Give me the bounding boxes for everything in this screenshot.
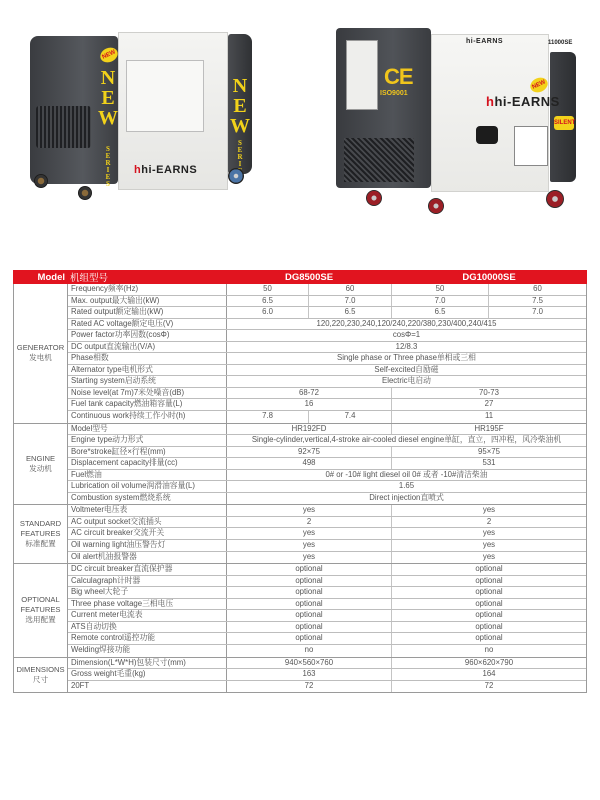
caster-wheel [546, 190, 564, 208]
caster-wheel [366, 190, 382, 206]
cell-value: 70-73 [391, 388, 586, 399]
cell-value: 92×75 [298, 446, 320, 456]
group-label-en: OPTIONAL [21, 595, 60, 605]
table-row [68, 342, 586, 354]
new-text-left: N E W [98, 67, 118, 129]
cell-value: yes [391, 552, 586, 564]
cell-value: 12/8.3 [395, 341, 418, 351]
row-label: Three phase voltage三相电压 [68, 599, 227, 610]
cell-value: optional [391, 610, 586, 621]
cell-value: 7.4 [308, 411, 391, 423]
product-photos [0, 0, 600, 240]
table-row [68, 528, 586, 540]
group-label-en: DIMENSIONS [16, 664, 65, 674]
table-row [68, 564, 586, 576]
table-row [68, 376, 586, 388]
cell-value: 7.5 [488, 296, 586, 307]
cell-value: Electric电启动 [382, 376, 431, 386]
row-label: AC output socket交流插头 [68, 517, 227, 528]
row-label: Noise level(at 7m)7米处噪音(dB) [68, 388, 227, 399]
cell-value: cosΦ=1 [392, 330, 421, 340]
table-row [68, 505, 586, 517]
cell-value: 6.5 [262, 295, 273, 305]
row-label: Bore*stroke缸径×行程(mm) [68, 447, 227, 458]
row-label: Alternator type电机形式 [68, 365, 227, 376]
spec-groups [13, 284, 587, 693]
cell-value: 7.0 [308, 296, 391, 307]
row-label: Gross weight毛重(kg) [68, 669, 227, 680]
row-label: DC circuit breaker直流保护器 [68, 564, 227, 575]
cell-value: optional [391, 599, 586, 610]
row-label: Model型号 [68, 424, 227, 435]
row-label: Power factor功率因数(cosΦ) [68, 330, 227, 341]
spec-group-optional-features [13, 564, 587, 657]
cell-value: 163 [302, 669, 316, 679]
table-row [68, 540, 586, 552]
row-label: Displacement capacity排量(cc) [68, 458, 227, 469]
cell-value: yes [391, 528, 586, 539]
table-row [68, 411, 586, 423]
row-label: Fuel tank capacity燃油箱容量(L) [68, 399, 227, 410]
model-header-en: Model [37, 271, 65, 283]
cell-value: 16 [304, 399, 314, 409]
cell-value: 60 [488, 284, 586, 295]
cell-value: 72 [391, 681, 586, 693]
control-panel [126, 60, 204, 132]
table-row [68, 576, 586, 588]
table-row [68, 447, 586, 459]
cell-value: 7.8 [262, 411, 273, 421]
cell-value: 6.5 [308, 307, 391, 318]
cell-value: 164 [391, 669, 586, 680]
cell-value: yes [302, 528, 316, 538]
table-row [68, 517, 586, 529]
cell-value: 7.0 [488, 307, 586, 318]
group-label-cn: 选用配置 [25, 615, 56, 625]
row-label: Phase相数 [68, 353, 227, 364]
spec-table [13, 270, 587, 693]
cell-value: optional [295, 621, 323, 631]
cell-value: 6.5 [391, 307, 488, 318]
cell-value: 95×75 [391, 447, 586, 458]
door-handle [476, 126, 498, 144]
caster-wheel [428, 198, 444, 214]
cell-value: optional [391, 622, 586, 633]
table-row [68, 435, 586, 447]
cell-value: Single-cylinder,vertical,4-stroke air-cooled diesel engine单缸，直立，四冲程，风冷柴油机 [251, 435, 562, 445]
table-row [68, 330, 586, 342]
new-text-right: N E W [230, 75, 250, 137]
table-row [68, 669, 586, 681]
table-row [68, 681, 586, 693]
table-row [68, 481, 586, 493]
group-label-en: ENGINE [25, 453, 56, 463]
cell-value: optional [295, 587, 323, 597]
cell-value: 2 [306, 516, 312, 526]
brand-logo: hhi-EARNS [134, 164, 198, 176]
row-label: Big wheel大轮子 [68, 587, 227, 598]
cell-value: 940×560×760 [284, 657, 334, 667]
series-text-right: S E R I [237, 139, 243, 168]
group-label-cn: 发电机 [29, 353, 52, 363]
silent-badge: SILENT [554, 116, 574, 130]
cell-value: optional [391, 564, 586, 575]
cell-value: 1.65 [398, 481, 415, 491]
row-label: DC output直流输出(V/A) [68, 342, 227, 353]
table-row [68, 353, 586, 365]
group-label [14, 505, 68, 563]
table-row [68, 633, 586, 645]
generator-image-dg8500se [30, 28, 252, 198]
cell-value: HR192FD [291, 423, 327, 433]
cell-value: optional [295, 564, 323, 574]
generator-image-dg10000se [336, 26, 576, 208]
model-name-dg8500se: DG8500SE [284, 271, 334, 283]
cell-value: optional [295, 598, 323, 608]
cell-value: optional [391, 587, 586, 598]
cell-value: 50 [391, 284, 488, 295]
cell-value: 27 [391, 399, 586, 410]
control-panel [346, 40, 378, 110]
row-label: Remote control遥控功能 [68, 633, 227, 644]
table-row [68, 388, 586, 400]
cell-value: yes [391, 540, 586, 551]
table-row [68, 424, 586, 436]
group-label-en: FEATURES [20, 529, 61, 539]
table-row [68, 552, 586, 564]
table-row [68, 645, 586, 657]
cell-value: 72 [304, 680, 314, 690]
caster-wheel [34, 174, 48, 188]
brand-logo: hhi-EARNS [486, 94, 560, 109]
table-row [68, 458, 586, 470]
row-label: Voltmeter电压表 [68, 505, 227, 516]
table-row [68, 622, 586, 634]
group-label-en: GENERATOR [16, 343, 65, 353]
table-header [13, 270, 587, 284]
group-label-cn: 发动机 [29, 463, 52, 473]
cell-value: Direct injection直喷式 [369, 492, 444, 502]
group-label [14, 658, 68, 693]
cell-value: yes [391, 505, 586, 516]
table-row [68, 284, 586, 296]
cell-value: Single phase or Three phase单相或三相 [337, 353, 476, 363]
row-label: Oil warning light油压警告灯 [68, 540, 227, 551]
cell-value: 120,220,230,240,120/240,220/380,230/400,240/415 [316, 318, 497, 328]
big-wheel [228, 168, 244, 184]
vent-grille [344, 138, 414, 182]
series-text-left: S E R I E S [105, 145, 111, 188]
table-row [68, 493, 586, 505]
group-label [14, 284, 68, 423]
model-name-dg10000se: DG10000SE [462, 271, 516, 283]
caster-wheel [78, 186, 92, 200]
cell-value: optional [295, 575, 323, 585]
row-label: Engine type动力形式 [68, 435, 227, 446]
cell-value: yes [302, 505, 316, 515]
ce-mark: CE [384, 64, 413, 89]
group-label [14, 564, 68, 656]
table-row [68, 365, 586, 377]
row-label: Rated output额定输出(kW) [68, 307, 227, 318]
cell-value: yes [302, 540, 316, 550]
cell-value: 2 [391, 517, 586, 528]
row-label: AC circuit breaker交流开关 [68, 528, 227, 539]
cell-value: no [391, 645, 586, 657]
cell-value: 68-72 [299, 387, 319, 397]
cell-value: 0# or -10# light diesel oil 0# 或者 -10#清洁柴油 [325, 469, 488, 479]
row-label: Welding焊接功能 [68, 645, 227, 657]
group-label-cn: 尺寸 [32, 674, 49, 684]
row-label: 20FT [68, 681, 227, 693]
cell-value: 7.0 [391, 296, 488, 307]
row-label: ATS自动切换 [68, 622, 227, 633]
table-row [68, 599, 586, 611]
row-label: Continuous work持续工作小时(h) [68, 411, 227, 423]
table-row [68, 658, 586, 670]
cell-value: no [304, 644, 314, 654]
table-row [68, 470, 586, 482]
table-row [68, 610, 586, 622]
table-row [68, 296, 586, 308]
cell-value: 498 [302, 458, 316, 468]
row-label: Lubrication oil volume润滑油容量(L) [68, 481, 227, 492]
iso-mark: ISO9001 [380, 90, 408, 97]
cell-value: 960×620×790 [391, 658, 586, 669]
group-label-cn: 标准配置 [25, 539, 56, 549]
vent-grille [36, 106, 91, 148]
cell-value: 6.0 [262, 307, 273, 317]
cell-value: 531 [391, 458, 586, 469]
spec-group-standard-features [13, 505, 587, 564]
cell-value: 50 [263, 284, 272, 293]
row-label: Oil alert机油报警器 [68, 552, 227, 564]
row-label: Dimension(L*W*H)包装尺寸(mm) [68, 658, 227, 669]
generator-front-panel [431, 34, 549, 192]
spec-group-generator [13, 284, 587, 424]
table-row [68, 307, 586, 319]
cell-value: optional [391, 576, 586, 587]
cell-value: HR195F [391, 424, 586, 435]
model-tag: 11000SE [548, 40, 573, 46]
cell-value: 60 [308, 284, 391, 295]
row-label: Calculagraph计时器 [68, 576, 227, 587]
group-label [14, 424, 68, 505]
table-row [68, 319, 586, 331]
group-label-en: FEATURES [20, 605, 61, 615]
new-badge: NEW [98, 45, 120, 65]
row-label: Rated AC voltage额定电压(V) [68, 319, 227, 330]
cell-value: Self-excited自励磁 [374, 364, 439, 374]
model-header-cn: 机组型号 [70, 273, 109, 284]
row-label: Fuel燃油 [68, 470, 227, 481]
spec-group-engine [13, 424, 587, 506]
row-label: Current meter电流表 [68, 610, 227, 621]
row-label: Frequency频率(Hz) [68, 284, 227, 295]
row-label: Starting system启动系统 [68, 376, 227, 387]
row-label: Combustion system燃烧系统 [68, 493, 227, 505]
cell-value: optional [391, 633, 586, 644]
cell-value: yes [302, 551, 316, 561]
new-badge: NEW [528, 75, 550, 95]
row-label: Max. output最大输出(kW) [68, 296, 227, 307]
cell-value: optional [295, 610, 323, 620]
group-label-en: STANDARD [19, 519, 62, 529]
brand-logo-small: hi-EARNS [466, 38, 504, 45]
table-row [68, 587, 586, 599]
cell-value: optional [295, 633, 323, 643]
table-row [68, 399, 586, 411]
spec-group-dimensions [13, 658, 587, 694]
warning-label [514, 126, 548, 166]
cell-value: 11 [391, 411, 586, 423]
